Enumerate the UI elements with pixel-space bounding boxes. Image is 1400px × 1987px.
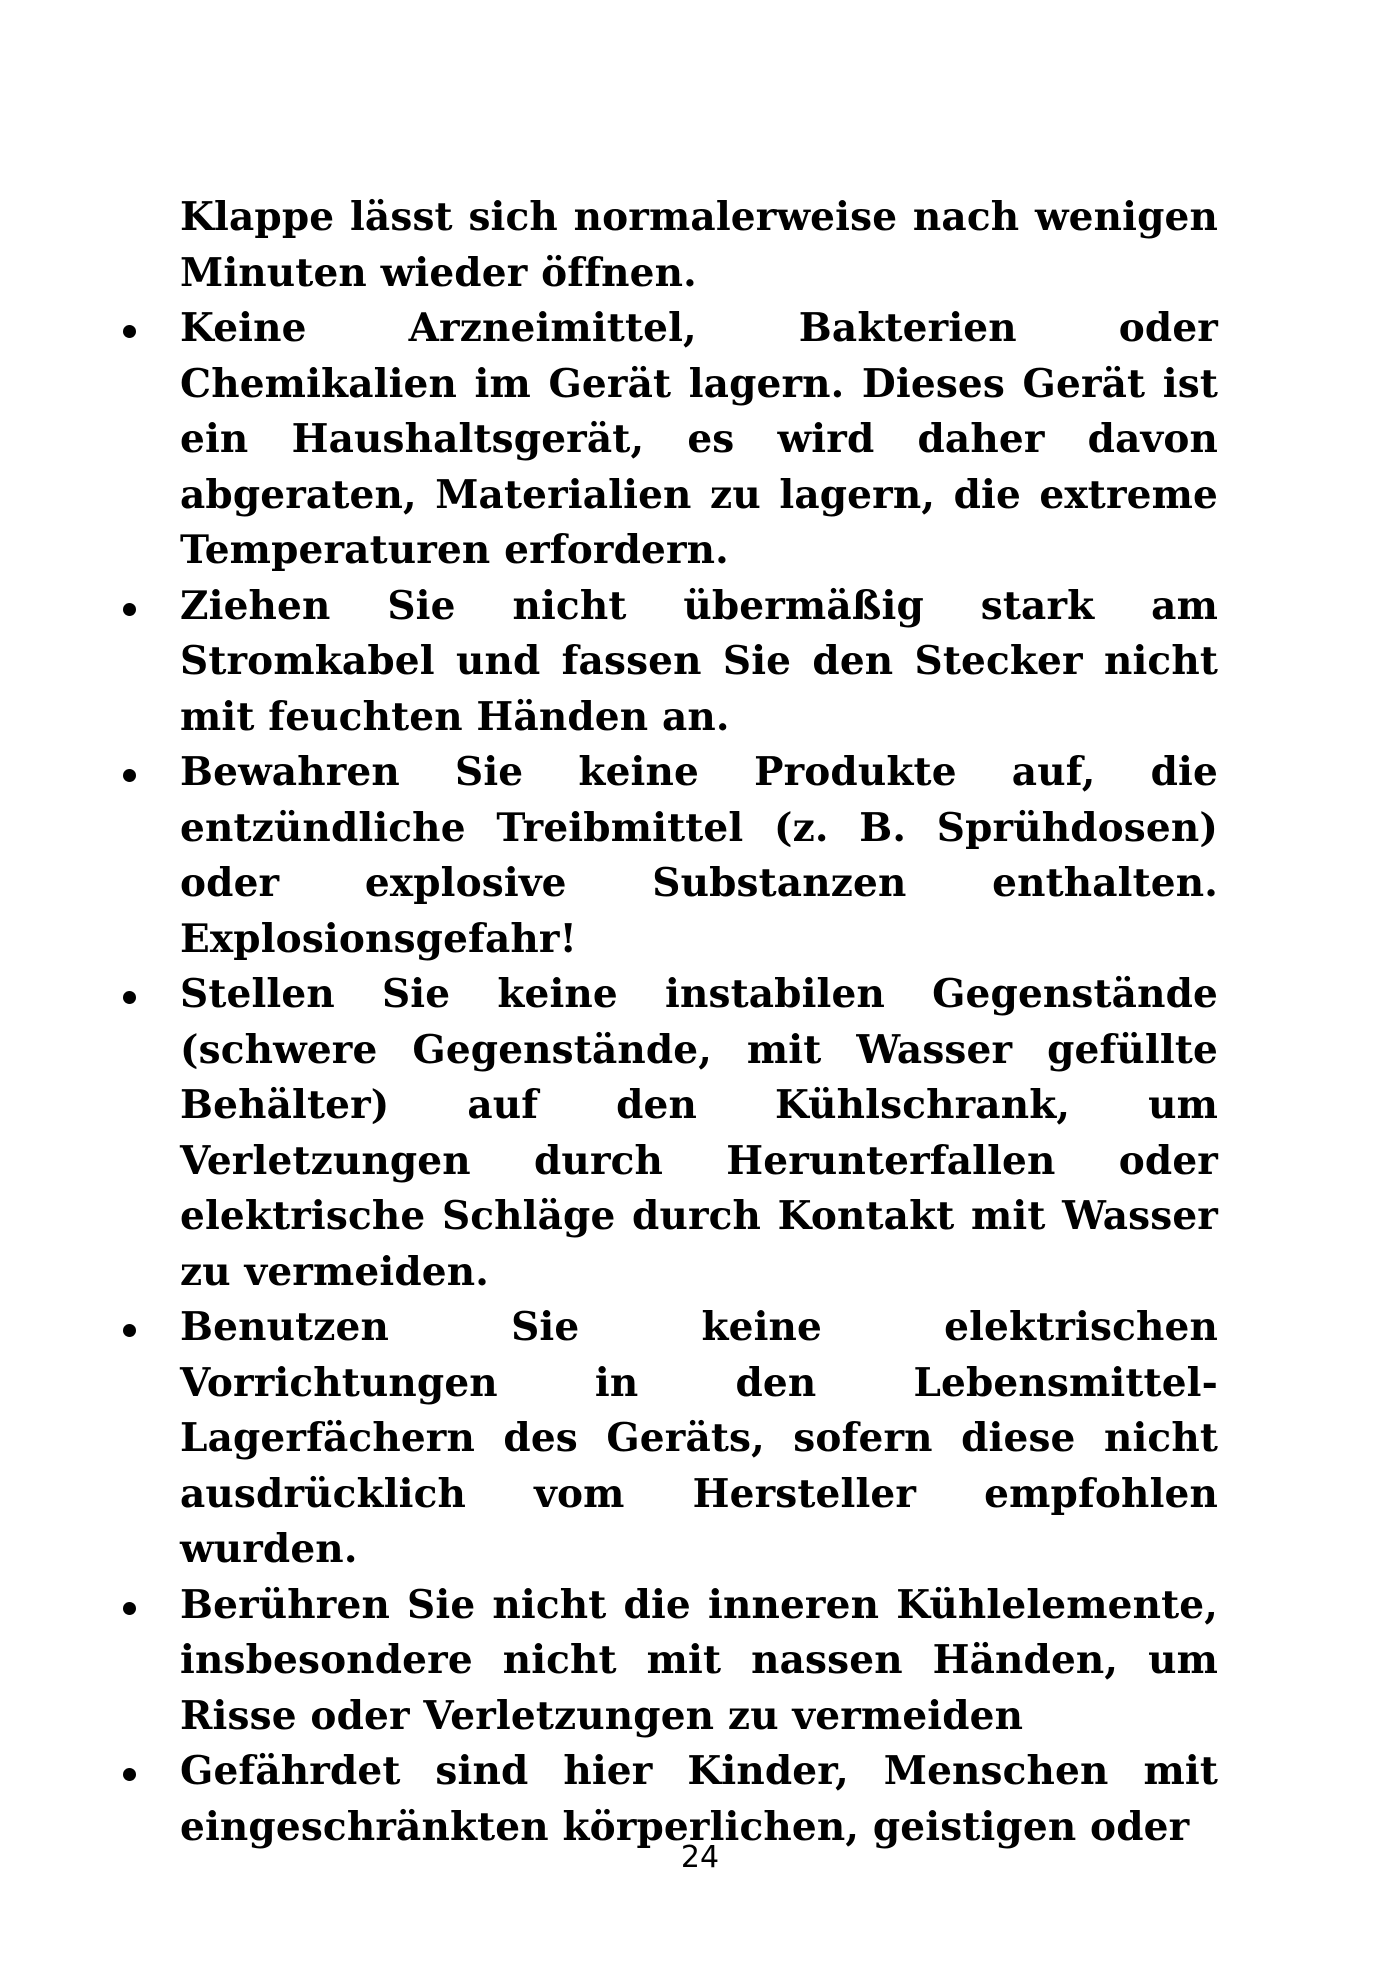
- bullet-icon: [123, 1768, 136, 1781]
- list-item: [180, 579, 1218, 746]
- list-item-text: Bewahren Sie keine Produkte auf, die entzündliche Treibmittel (z. B. Sprühdosen) oder explosive Substanzen enthalten. Explosionsgefahr!: [180, 749, 1218, 962]
- bullet-icon: [123, 325, 136, 338]
- bullet-icon: [123, 991, 136, 1004]
- list-item-text: Benutzen Sie keine elektrischen Vorrichtungen in den Lebensmittel-Lagerfächern des Geräts, sofern diese nicht ausdrücklich vom Hersteller empfohlen wurden.: [180, 1304, 1218, 1572]
- list-item-text: Keine Arzneimittel, Bakterien oder Chemikalien im Gerät lagern. Dieses Gerät ist ein Haushaltsgerät, es wird daher davon abgeraten, Materialien zu lagern, die extreme Temperaturen erfordern.: [180, 305, 1218, 573]
- list-item: [180, 301, 1218, 579]
- list-item-text: Ziehen Sie nicht übermäßig stark am Stromkabel und fassen Sie den Stecker nicht mit feuchten Händen an.: [180, 582, 1218, 740]
- bullet-icon: [123, 1324, 136, 1337]
- list-item: [180, 1300, 1218, 1578]
- bullet-icon: [123, 769, 136, 782]
- bullet-icon: [123, 1602, 136, 1615]
- list-item: [180, 1578, 1218, 1745]
- list-item-text: Gefährdet sind hier Kinder, Menschen mit eingeschränkten körperlichen, geistigen oder: [180, 1748, 1218, 1850]
- page-number: 24: [680, 1840, 720, 1875]
- list-item-text: Berühren Sie nicht die inneren Kühlelemente, insbesondere nicht mit nassen Händen, um Risse oder Verletzungen zu vermeiden: [180, 1581, 1218, 1739]
- bullet-icon: [123, 603, 136, 616]
- list-item: [180, 745, 1218, 967]
- safety-instructions-text: [180, 190, 1218, 1855]
- continuation-paragraph: Klappe lässt sich normalerweise nach wenigen Minuten wieder öffnen.: [180, 194, 1218, 296]
- list-item: [180, 967, 1218, 1300]
- list-item-text: Stellen Sie keine instabilen Gegenstände (schwere Gegenstände, mit Wasser gefüllte Behälter) auf den Kühlschrank, um Verletzungen durch Herunterfallen oder elektrische Schläge durch Kontakt mit Wasser zu vermeiden.: [180, 971, 1218, 1295]
